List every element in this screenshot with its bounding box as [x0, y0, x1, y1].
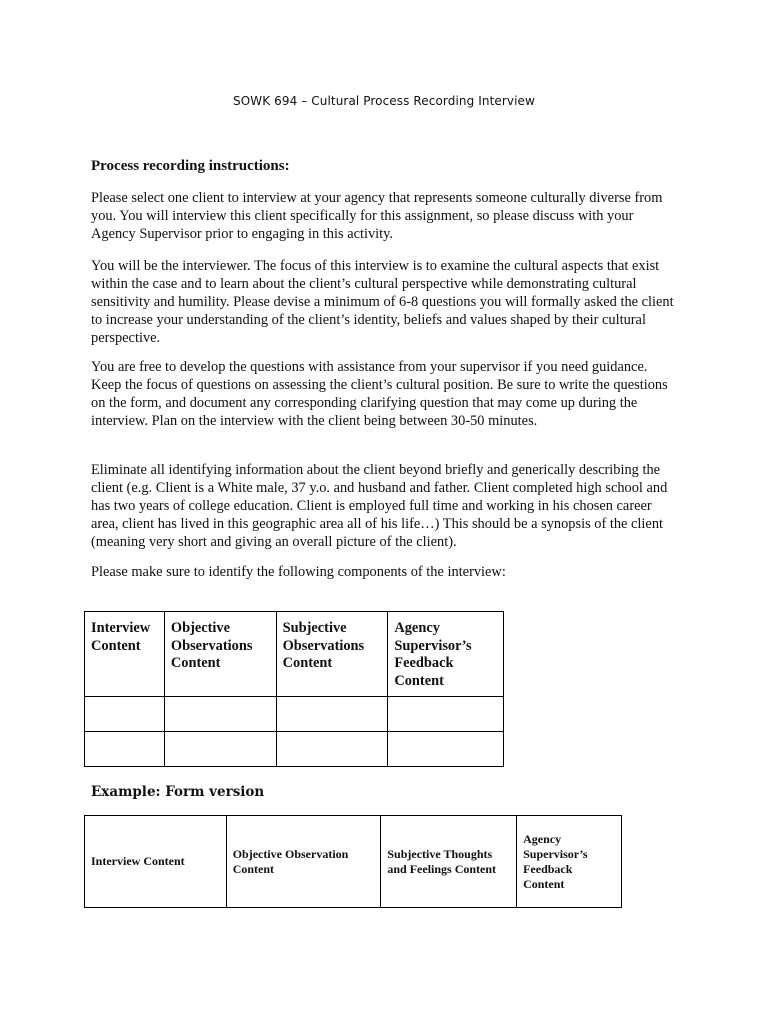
- table-header-row: [85, 612, 504, 697]
- table-cell: [164, 697, 276, 732]
- table-row: [85, 697, 504, 732]
- example-cell-objective-observation: Objective Observation Content: [226, 816, 381, 908]
- example-form-table: [84, 815, 622, 908]
- paragraph-question-development: You are free to develop the questions with assistance from your supervisor if you need guidance. Keep the focus of questions on assessing the client’s cultural position. Be sure to write the questions on the form, and document any corresponding clarifying question that may come up during the interview. Plan on the interview with the client being between 30-50 minutes.: [91, 359, 668, 429]
- example-cell-supervisor-feedback: Agency Supervisor’s Feedback Content: [517, 816, 622, 908]
- table-row: [85, 732, 504, 767]
- table-cell: [276, 697, 388, 732]
- example-cell-interview-content: Interview Content: [85, 816, 227, 908]
- table-cell: [85, 697, 165, 732]
- header-cell-objective-observations: Objective Observations Content: [164, 612, 276, 697]
- table-cell: [276, 732, 388, 767]
- example-heading: Example: Form version: [91, 784, 265, 800]
- table-cell: [164, 732, 276, 767]
- paragraph-identifying-info: Eliminate all identifying information about the client beyond briefly and generically describing the client (e.g. Client is a White male, 37 y.o. and husband and father. Client completed high school and has two years of college education. Client is employed full time and working in his chosen career area, client has lived in this geographic area all of his life…) This should be a synopsis of the client (meaning very short and giving an overall picture of the client).: [91, 462, 668, 550]
- header-cell-subjective-observations: Subjective Observations Content: [276, 612, 388, 697]
- example-header-row: [85, 816, 622, 908]
- header-cell-supervisor-feedback: Agency Supervisor’s Feedback Content: [388, 612, 504, 697]
- paragraph-components-intro: Please make sure to identify the following components of the interview:: [91, 564, 506, 580]
- paragraph-client-selection: Please select one client to interview at your agency that represents someone culturally diverse from you. You will interview this client specifically for this assignment, so please discuss with your Agency Supervisor prior to engaging in this activity.: [91, 190, 663, 242]
- header-cell-interview-content: Interview Content: [85, 612, 165, 697]
- table-cell: [388, 732, 504, 767]
- instructions-heading: Process recording instructions:: [91, 158, 290, 174]
- document-title: SOWK 694 – Cultural Process Recording Interview: [233, 94, 535, 108]
- paragraph-interviewer-focus: You will be the interviewer. The focus of this interview is to examine the cultural aspects that exist within the case and to learn about the client’s cultural perspective while demonstrating cultural sensitivity and humility. Please devise a minimum of 6-8 questions you will formally asked the client to increase your understanding of the client’s identity, beliefs and values shaped by their cultural perspective.: [91, 258, 674, 346]
- table-cell: [388, 697, 504, 732]
- example-cell-subjective-thoughts: Subjective Thoughts and Feelings Content: [381, 816, 517, 908]
- table-cell: [85, 732, 165, 767]
- components-table: [84, 611, 504, 767]
